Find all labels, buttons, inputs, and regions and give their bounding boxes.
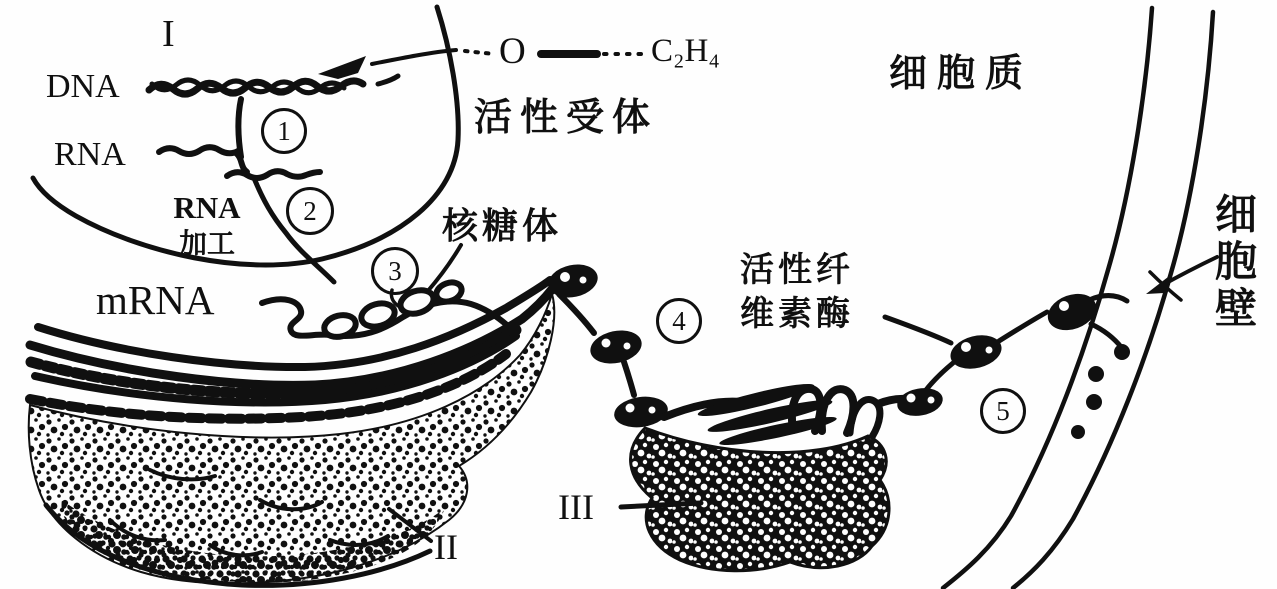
ethylene-label: C₂H₄ bbox=[651, 33, 720, 69]
dna-label: DNA bbox=[46, 68, 120, 105]
step-5-number: 5 bbox=[996, 395, 1010, 426]
step-2-badge bbox=[286, 187, 334, 235]
cell-wall-label: 细胞壁 bbox=[1210, 192, 1257, 333]
rna-processing-line1: RNA bbox=[173, 190, 241, 225]
golgi-apparatus bbox=[631, 379, 945, 571]
nucleus-label: I bbox=[162, 13, 175, 55]
dna-strand bbox=[149, 76, 398, 94]
step-3-badge bbox=[371, 247, 419, 295]
cell-wall-leader-arrow bbox=[1146, 257, 1217, 300]
step-5-badge bbox=[980, 388, 1026, 434]
mrna-label: mRNA bbox=[96, 277, 215, 323]
step-1-badge bbox=[261, 108, 307, 154]
step-1-number: 1 bbox=[277, 115, 291, 146]
golgi-label: III bbox=[558, 487, 594, 527]
step-4-number: 4 bbox=[672, 305, 686, 336]
rna-processing-line2: 加工 bbox=[178, 227, 235, 259]
rna-label: RNA bbox=[54, 136, 126, 173]
active-cellulase-line1: 活性纤 bbox=[740, 251, 854, 289]
transport-vesicles-er-to-golgi bbox=[545, 260, 670, 430]
active-cellulase-label bbox=[740, 248, 854, 336]
er-label: II bbox=[434, 527, 458, 567]
step-4-badge bbox=[656, 298, 702, 344]
ethylene-signal-arrow bbox=[318, 50, 644, 79]
receptor-o-label: O bbox=[499, 31, 526, 72]
active-cellulase-line2: 维素酶 bbox=[740, 295, 854, 333]
cell-wall-line bbox=[1013, 12, 1213, 588]
active-receptor-label: 活性受体 bbox=[474, 97, 659, 139]
step-3-number: 3 bbox=[388, 255, 402, 286]
ribosome-label: 核糖体 bbox=[442, 205, 563, 246]
cytoplasm-label: 细胞质 bbox=[889, 53, 1034, 95]
step-2-number: 2 bbox=[303, 195, 317, 226]
rna-processing-label bbox=[160, 190, 254, 260]
er-body bbox=[29, 294, 555, 585]
